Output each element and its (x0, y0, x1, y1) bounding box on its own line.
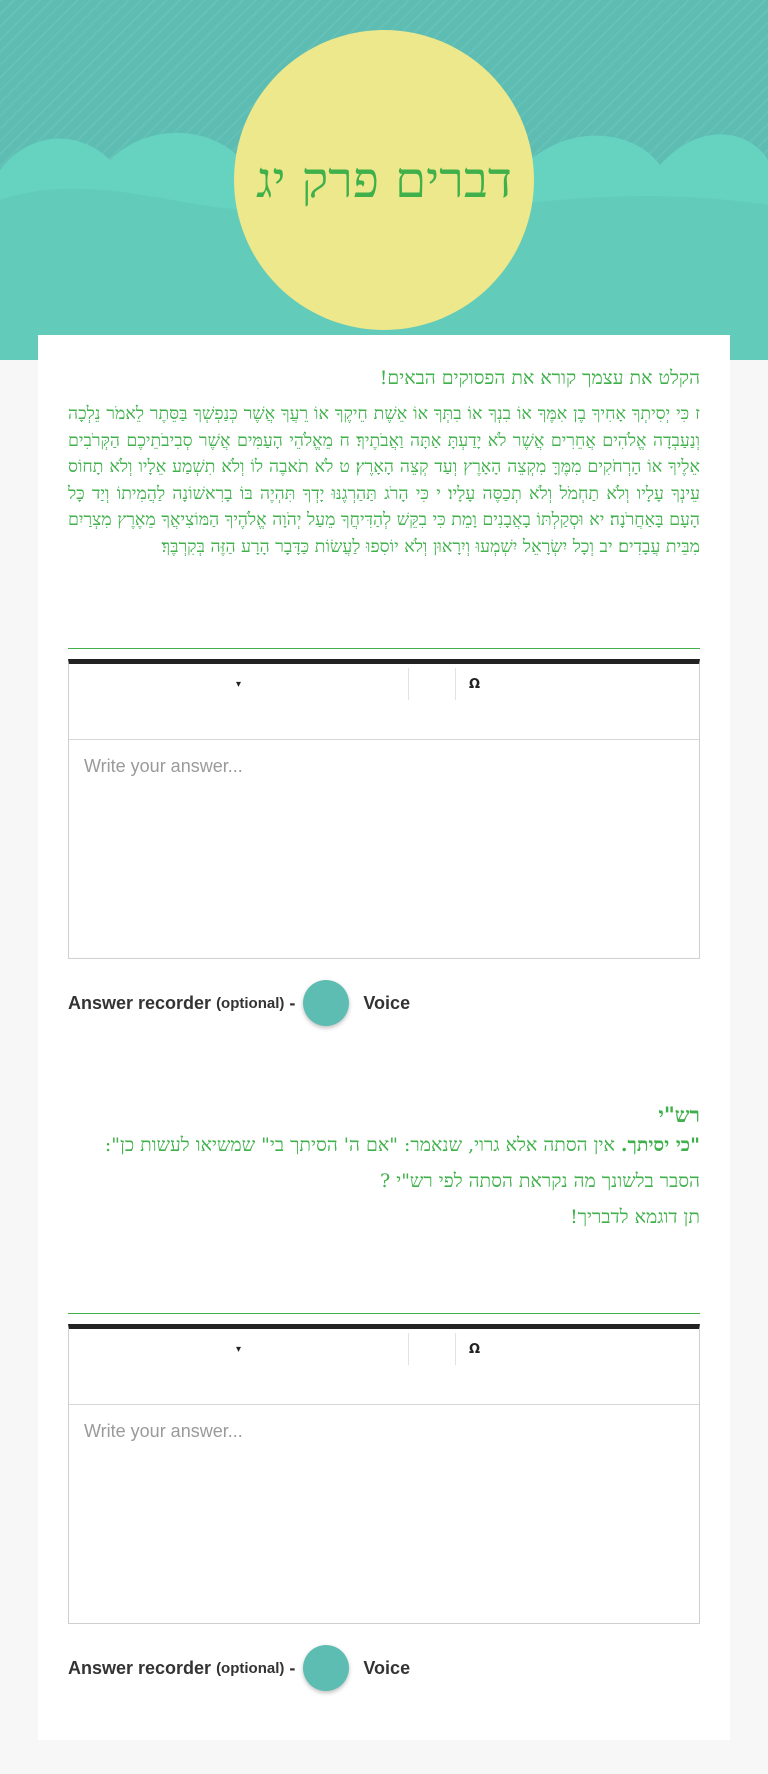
section-divider (68, 1313, 700, 1314)
toolbar-spacer (410, 668, 456, 700)
omega-icon: Ω (469, 676, 481, 692)
omega-icon: Ω (469, 1341, 481, 1357)
voice-label: Voice (363, 1657, 411, 1678)
rashi-quote (68, 1130, 700, 1160)
question-2: תן דוגמא לדבריך! (570, 1206, 700, 1228)
voice-label: Voice (363, 992, 411, 1013)
answer-textarea[interactable] (69, 740, 699, 958)
answer-editor[interactable] (68, 659, 700, 959)
rashi-quote-rest: אין הסתה אלא גרוי, שנאמר: "אם ה' הסיתך בי" שמשיאו לעשות כן": (104, 1134, 621, 1156)
answer-textarea[interactable] (69, 1405, 699, 1623)
answer-recorder (68, 1645, 708, 1691)
recorder-dash: - (289, 1657, 296, 1678)
recorder-label: Answer recorder (68, 992, 212, 1013)
answer-editor[interactable] (68, 1324, 700, 1624)
editor-toolbar (69, 664, 699, 740)
rashi-quote-bold: "כי יסיתך. (620, 1134, 700, 1156)
rashi-section (68, 1100, 700, 1232)
form-card (38, 335, 730, 1740)
reading-instruction: הקלט את עצמך קורא את הפסוקים הבאים! (379, 367, 700, 389)
format-dropdown[interactable] (69, 668, 409, 700)
page-title: דברים פרק יג (256, 151, 512, 209)
recorder-optional: (optional) (216, 994, 285, 1012)
rashi-heading: רש"י (658, 1102, 700, 1127)
header-banner (0, 0, 768, 360)
recorder-dash: - (289, 992, 296, 1013)
chevron-down-icon: ▾ (235, 1343, 242, 1355)
answer-placeholder: Write your answer... (84, 1421, 243, 1441)
section-divider (68, 648, 700, 649)
title-circle (234, 30, 534, 330)
record-button[interactable] (303, 1645, 349, 1691)
answer-placeholder: Write your answer... (84, 756, 243, 776)
answer-recorder (68, 980, 708, 1026)
record-button[interactable] (303, 980, 349, 1026)
recorder-optional: (optional) (216, 1659, 285, 1677)
recorder-label: Answer recorder (68, 1657, 212, 1678)
toolbar-spacer (410, 1333, 456, 1365)
editor-toolbar (69, 1329, 699, 1405)
pasuk-text: ז כִּי יְסִיתְךָ אָחִיךָ בֶן אִמֶּךָ אוֹ בִנְךָ אוֹ בִתְּךָ אוֹ אֵשֶׁת חֵיקֶךָ אוֹ רֵעֲךָ אֲשֶׁר כְּנַפְשְׁךָ בַּסֵּתֶר לֵאמֹר נֵלְכָה וְנַעַבְדָה אֱלֹהִים אֲחֵרִים אֲשֶׁר לֹא יָדַעְתָּ אַתָּה וַאֲבֹתֶיךָ׃ ח מֵאֱלֹהֵי הָעַמִּים אֲשֶׁר סְבִיבֹתֵיכֶם הַקְּרֹבִים אֵלֶיךָ אוֹ הָרְחֹקִים מִמֶּךָּ מִקְצֵה הָאָרֶץ וְעַד קְצֵה הָאָרֶץ׃ ט לֹא תֹאבֶה לוֹ וְלֹא תִשְׁמַע אֵלָיו וְלֹא תָחוֹס עֵינְךָ עָלָיו וְלֹא תַחְמֹל וְלֹא תְכַסֶּה עָלָיו׃ י כִּי הָרֹג תַּהַרְגֶנּוּ יָדְךָ תִּהְיֶה בּוֹ בָרִאשׁוֹנָה לַהֲמִיתוֹ וְיַד כָּל הָעָם בָּאַחֲרֹנָה׃ יא וּסְקַלְתּוֹ בָאֲבָנִים וָמֵת כִּי בִקֵּשׁ לְהַדִּיחֲךָ מֵעַל יְהֹוָה אֱלֹהֶיךָ הַמּוֹצִיאֲךָ מֵאֶרֶץ מִצְרַיִם מִבֵּית עֲבָדִים׃ יב וְכָל יִשְׂרָאֵל יִשְׁמְעוּ וְיִרָאוּן וְלֹא יוֹסִפוּ לַעֲשׂוֹת כַּדָּבָר הָרָע הַזֶּה בְּקִרְבֶּךָ׃ (68, 404, 700, 557)
chevron-down-icon: ▾ (235, 678, 242, 690)
question-1: הסבר בלשונך מה נקראת הסתה לפי רש"י ? (379, 1170, 700, 1192)
format-dropdown[interactable] (69, 1333, 409, 1365)
special-char-button[interactable] (469, 1333, 480, 1365)
special-char-button[interactable] (469, 668, 480, 700)
